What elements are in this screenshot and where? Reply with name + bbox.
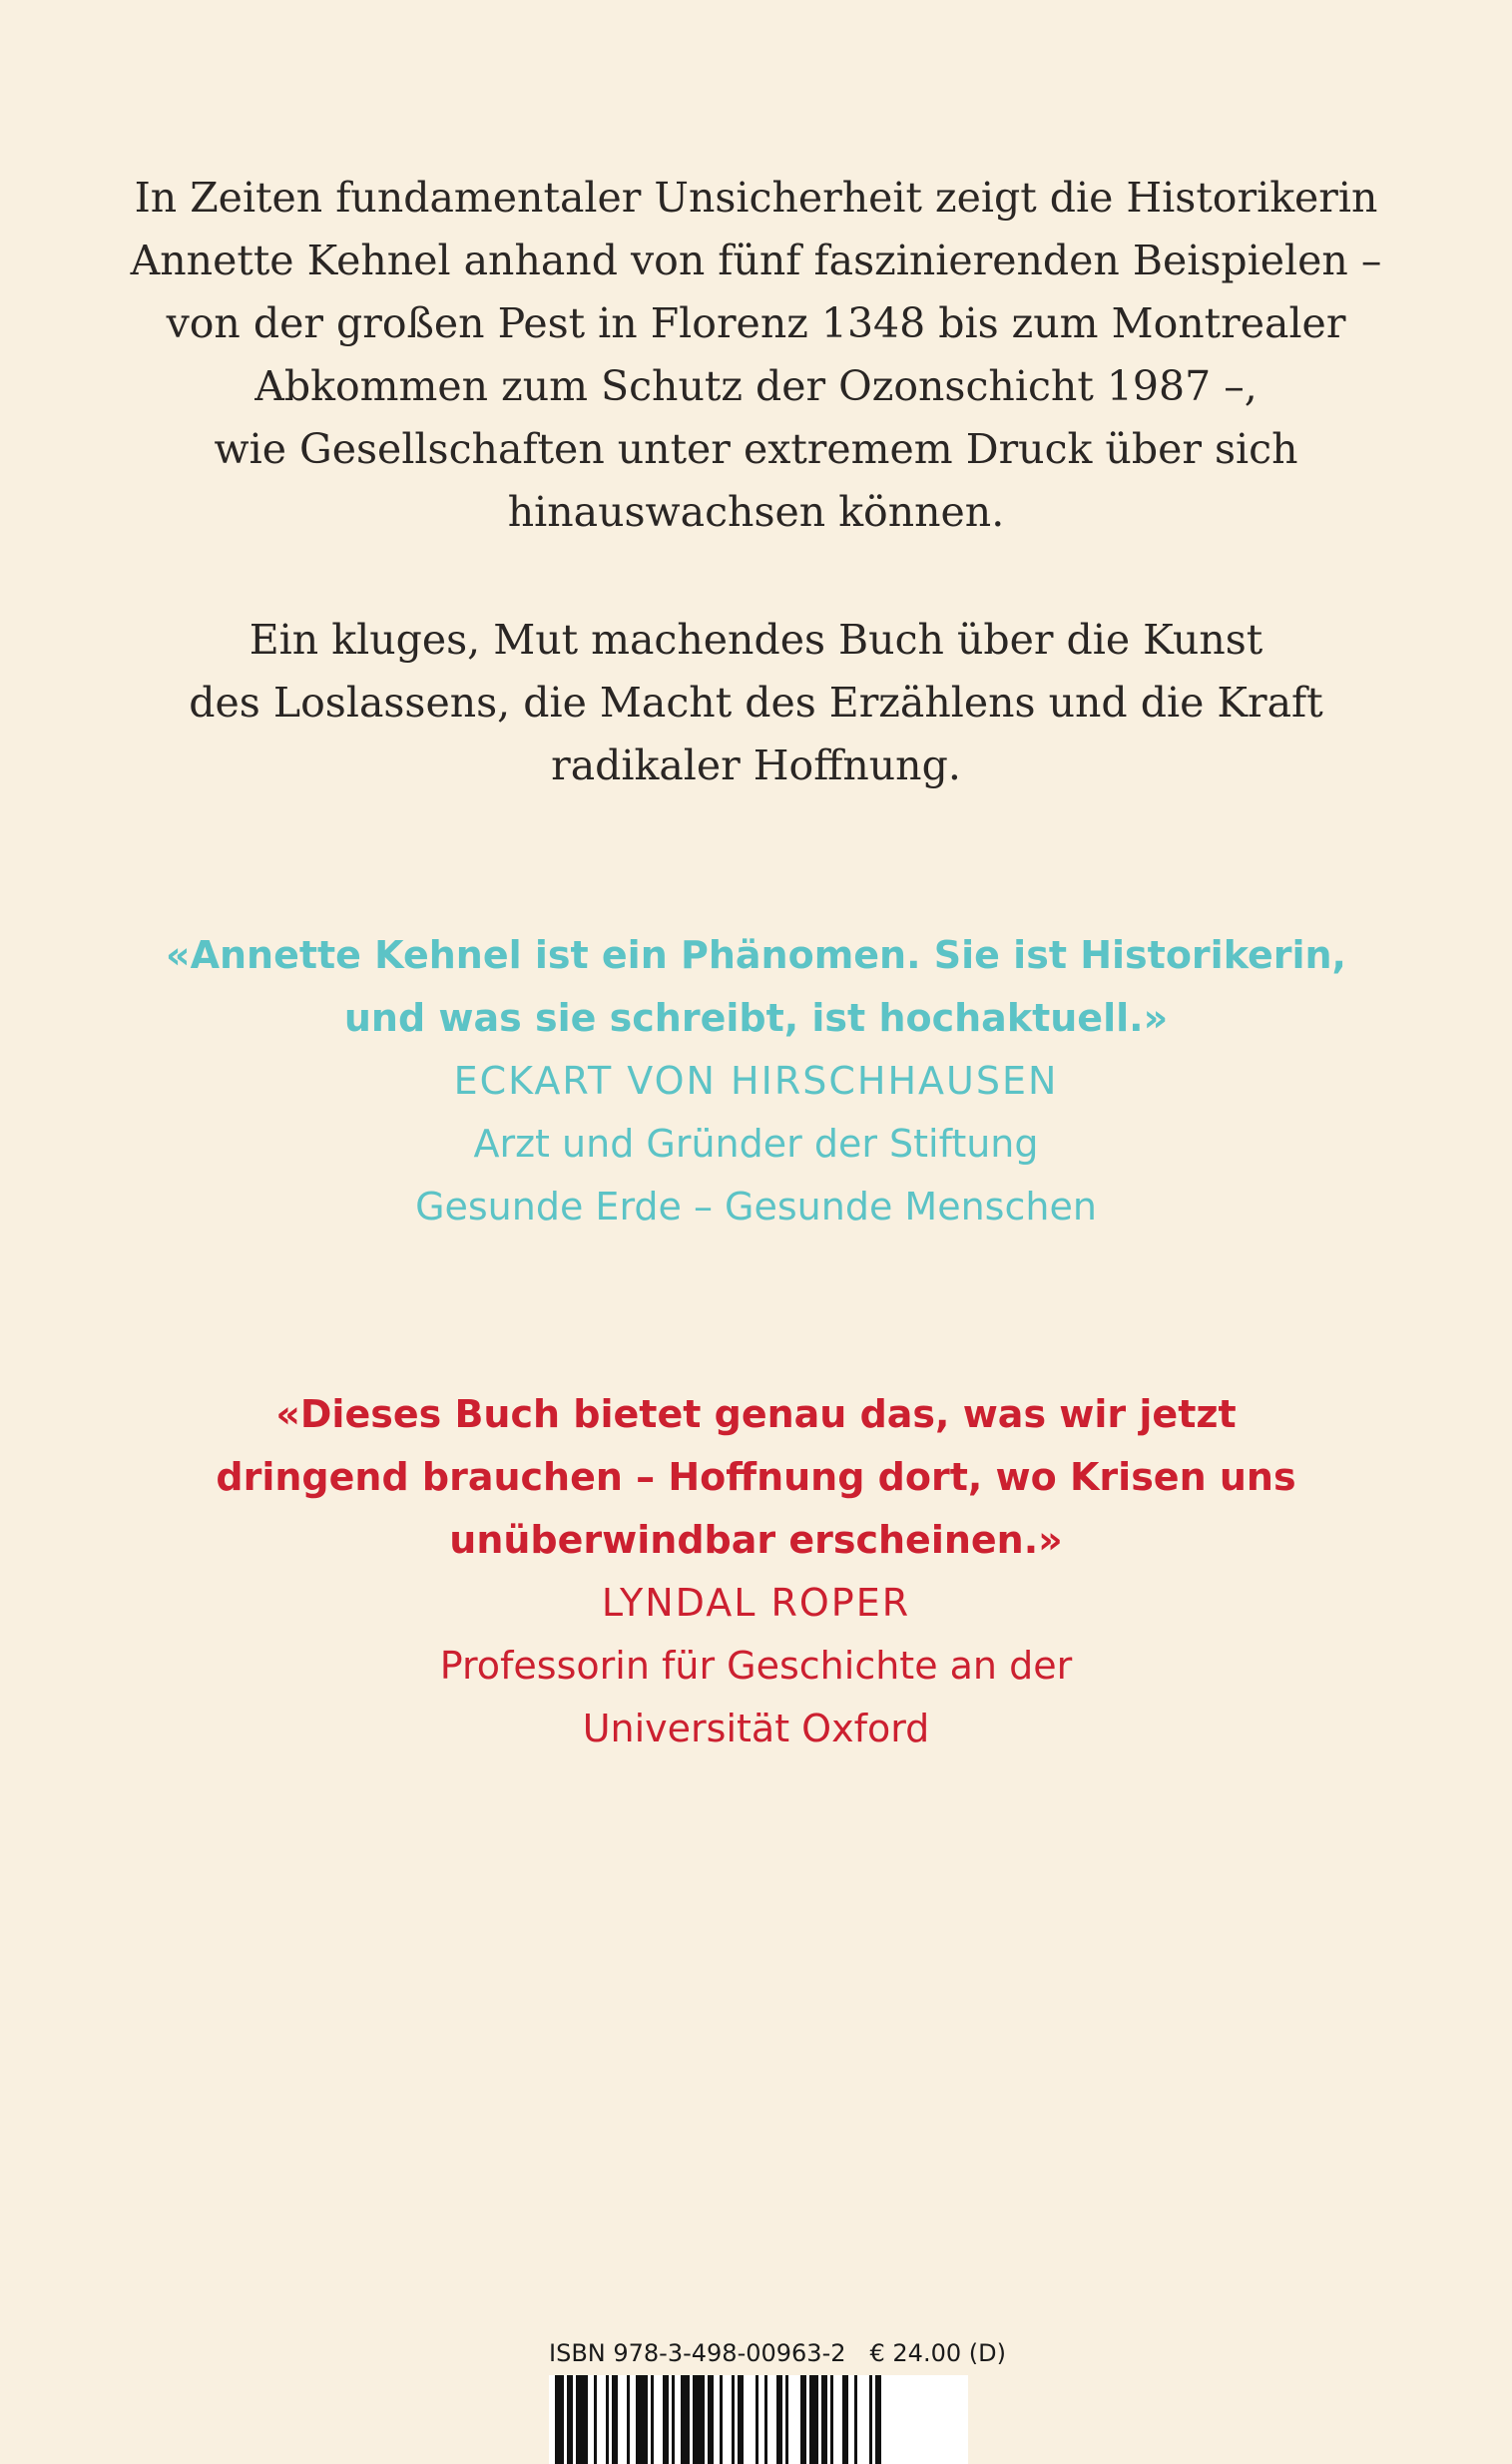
description-line: wie Gesellschaften unter extremem Druck über sich	[214, 425, 1298, 473]
description-paragraph-2	[0, 609, 1512, 797]
barcode-bar	[830, 2375, 833, 2464]
barcode-bar	[842, 2375, 848, 2464]
quote-text-line: und was sie schreibt, ist hochaktuell.»	[343, 996, 1169, 1040]
quote-text-line: unüberwindbar erscheinen.»	[449, 1518, 1063, 1562]
barcode-bar	[651, 2375, 654, 2464]
barcode-bar	[821, 2375, 827, 2464]
quote-text-line: dringend brauchen – Hoffnung dort, wo Krisen uns	[216, 1455, 1296, 1499]
quote-author: ECKART VON HIRSCHHAUSEN	[453, 1059, 1059, 1103]
barcode-bar	[854, 2375, 857, 2464]
blurb-quote-roper	[0, 1383, 1512, 1760]
quote-author-role: Universität Oxford	[582, 1707, 930, 1750]
barcode-bar	[594, 2375, 597, 2464]
barcode-bar	[672, 2375, 675, 2464]
quote-author-role: Professorin für Geschichte an der	[439, 1644, 1073, 1688]
barcode-bar	[708, 2375, 714, 2464]
barcode-bar	[809, 2375, 818, 2464]
barcode-bars	[549, 2375, 968, 2464]
blurb-quote-hirschhausen	[0, 924, 1512, 1238]
description-paragraph-1	[0, 167, 1512, 544]
barcode-bar	[663, 2375, 669, 2464]
barcode-bar	[627, 2375, 630, 2464]
barcode-bar	[576, 2375, 588, 2464]
description-line: Annette Kehnel anhand von fünf faszinierenden Beispielen –	[130, 237, 1382, 284]
description-line: In Zeiten fundamentaler Unsicherheit zeigt die Historikerin	[134, 174, 1378, 222]
barcode-bar	[636, 2375, 648, 2464]
description-line: radikaler Hoffnung.	[551, 741, 961, 789]
barcode-bar	[875, 2375, 881, 2464]
price-label: € 24.00 (D)	[869, 2339, 1006, 2367]
barcode-bar	[764, 2375, 767, 2464]
quote-author: LYNDAL ROPER	[601, 1581, 911, 1625]
barcode-bar	[555, 2375, 564, 2464]
quote-text-line: «Annette Kehnel ist ein Phänomen. Sie ist Historikerin,	[166, 933, 1346, 977]
barcode-bar	[720, 2375, 723, 2464]
quote-author-role: Arzt und Gründer der Stiftung	[473, 1122, 1039, 1166]
description-line: von der großen Pest in Florenz 1348 bis zum Montrealer	[166, 299, 1346, 347]
description-line: Abkommen zum Schutz der Ozonschicht 1987 –,	[254, 362, 1258, 410]
description-line: des Loslassens, die Macht des Erzählens und die Kraft	[189, 679, 1323, 727]
quote-text-line: «Dieses Buch bietet genau das, was wir jetzt	[275, 1392, 1237, 1436]
barcode-bar	[869, 2375, 872, 2464]
description-line: hinauswachsen können.	[507, 488, 1005, 536]
barcode-bar	[567, 2375, 573, 2464]
description-line: Ein kluges, Mut machendes Buch über die Kunst	[249, 616, 1263, 664]
barcode-bar	[785, 2375, 788, 2464]
barcode-bar	[776, 2375, 782, 2464]
barcode-bar	[606, 2375, 609, 2464]
barcode-block	[549, 2335, 1006, 2464]
barcode-bar	[800, 2375, 806, 2464]
barcode-bar	[612, 2375, 618, 2464]
barcode-image	[549, 2375, 968, 2464]
barcode-bar	[756, 2375, 758, 2464]
barcode-bar	[681, 2375, 690, 2464]
barcode-bar	[738, 2375, 744, 2464]
barcode-caption	[549, 2335, 1006, 2371]
barcode-bar	[732, 2375, 735, 2464]
isbn-number: ISBN 978-3-498-00963-2	[549, 2339, 846, 2367]
barcode-bar	[693, 2375, 705, 2464]
quote-author-role: Gesunde Erde – Gesunde Menschen	[415, 1185, 1097, 1229]
